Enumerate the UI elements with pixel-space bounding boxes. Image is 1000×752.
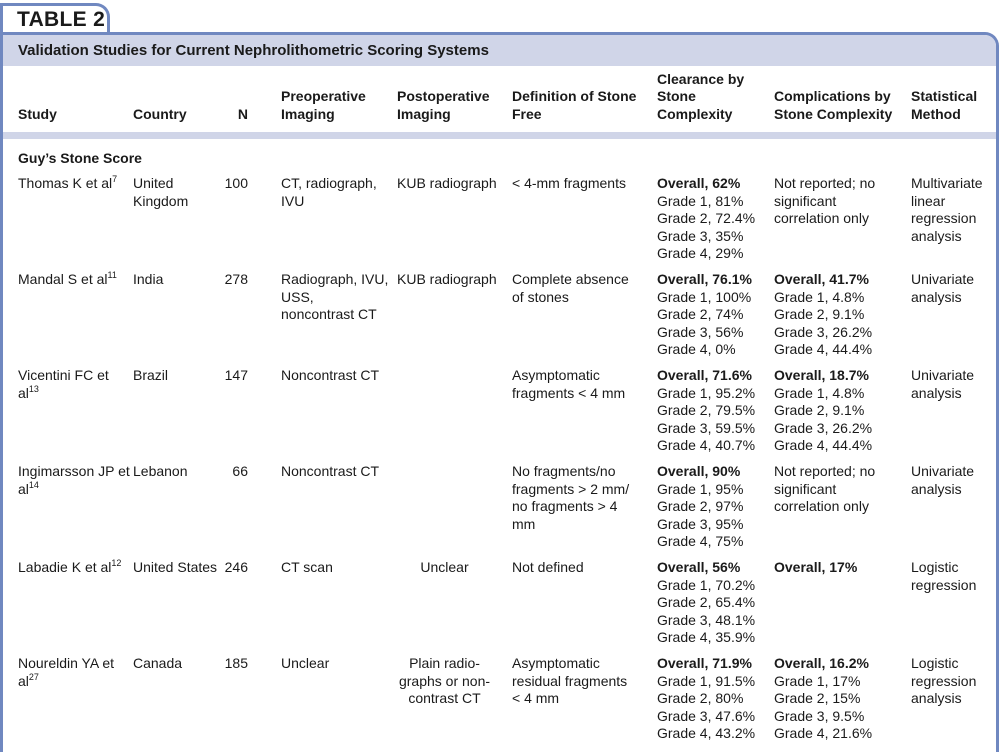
header-row	[3, 66, 996, 132]
complications-grade: Grade 4, 21.6%	[774, 725, 873, 741]
clearance-grade: Grade 3, 95%	[657, 515, 744, 532]
header-method: Statistical Method	[911, 88, 978, 122]
complications-grade: Grade 3, 26.2%	[774, 419, 873, 436]
clearance-grade: Grade 1, 70.2%	[657, 576, 756, 593]
table-row	[3, 559, 996, 655]
table-row	[3, 175, 996, 271]
table-row	[3, 463, 996, 559]
cell-clearance	[657, 559, 774, 655]
cell-postop: Unclear	[420, 559, 469, 575]
clearance-grade: Grade 4, 75%	[657, 533, 744, 549]
reference-number: 7	[112, 174, 118, 184]
cell-method: Univariate analysis	[911, 463, 975, 497]
complications-text: Not reported; no significant correlation only	[774, 175, 876, 226]
validation-studies-table	[3, 66, 996, 751]
cell-n: 100	[224, 175, 248, 191]
cell-postop	[397, 367, 512, 463]
clearance-grade: Grade 1, 95%	[657, 480, 744, 497]
complications-grade: Grade 4, 44.4%	[774, 341, 873, 357]
cell-country: Canada	[133, 655, 183, 671]
cell-n: 246	[224, 559, 248, 575]
cell-study	[3, 559, 133, 655]
cell-preop: Unclear	[281, 655, 330, 671]
cell-study	[3, 271, 133, 367]
cell-preop: Radiograph, IVU, USS, noncontrast CT	[281, 271, 389, 322]
table-row	[3, 271, 996, 367]
cell-complications	[774, 463, 911, 559]
cell-clearance	[657, 463, 774, 559]
clearance-grade: Grade 1, 91.5%	[657, 672, 756, 689]
complications-text: Not reported; no significant correlation only	[774, 463, 876, 514]
reference-number: 11	[107, 270, 117, 280]
cell-clearance	[657, 175, 774, 271]
cell-clearance	[657, 367, 774, 463]
cell-method: Univariate analysis	[911, 367, 975, 401]
table-label: TABLE 2	[17, 8, 106, 31]
study-name: Mandal S et al	[18, 271, 108, 287]
table-row	[3, 367, 996, 463]
cell-n: 278	[224, 271, 248, 287]
cell-clearance	[657, 655, 774, 751]
cell-complications	[774, 559, 911, 655]
table-title: Validation Studies for Current Nephrolithometric Scoring Systems	[18, 42, 489, 59]
clearance-grade: Grade 1, 81%	[657, 192, 744, 209]
cell-definition: Asymptomatic residual fragments < 4 mm	[512, 655, 628, 706]
cell-study	[3, 655, 133, 751]
complications-overall: Overall, 18.7%	[774, 367, 869, 383]
clearance-grade: Grade 3, 56%	[657, 323, 744, 340]
complications-grade: Grade 1, 17%	[774, 672, 861, 689]
clearance-grade: Grade 2, 65.4%	[657, 594, 756, 610]
cell-postop: KUB radiograph	[397, 175, 497, 191]
clearance-overall: Overall, 71.9%	[657, 655, 752, 671]
cell-n: 185	[224, 655, 248, 671]
clearance-overall: Overall, 76.1%	[657, 271, 752, 287]
cell-country: Brazil	[133, 367, 169, 383]
cell-preop: CT scan	[281, 559, 333, 575]
cell-definition: Complete absence of stones	[512, 271, 629, 305]
cell-definition: Not defined	[512, 559, 584, 575]
cell-complications	[774, 175, 911, 271]
section-row	[3, 139, 996, 175]
header-clearance: Clearance by Stone Complexity	[657, 70, 745, 122]
clearance-grade: Grade 3, 48.1%	[657, 611, 756, 628]
reference-number: 27	[28, 671, 39, 682]
cell-study	[3, 175, 133, 271]
cell-study	[3, 367, 133, 463]
study-name: Ingimarsson JP et al	[18, 463, 130, 497]
complications-grade: Grade 3, 9.5%	[774, 707, 865, 724]
study-name: Vicentini FC et al	[18, 367, 109, 401]
cell-country: United Kingdom	[133, 175, 189, 209]
clearance-grade: Grade 2, 79.5%	[657, 402, 756, 418]
cell-complications	[774, 367, 911, 463]
cell-country: United States	[133, 559, 218, 575]
header-definition: Definition of Stone Free	[512, 88, 637, 122]
clearance-grade: Grade 1, 95.2%	[657, 384, 756, 401]
cell-postop: KUB radiograph	[397, 271, 497, 287]
clearance-grade: Grade 2, 97%	[657, 498, 744, 514]
complications-overall: Overall, 16.2%	[774, 655, 869, 671]
cell-country: Lebanon	[133, 463, 188, 479]
clearance-grade: Grade 4, 40.7%	[657, 437, 756, 453]
reference-number: 14	[28, 479, 39, 490]
cell-complications	[774, 655, 911, 751]
table-label-tab	[0, 3, 110, 33]
complications-overall: Overall, 17%	[774, 559, 858, 575]
reference-number: 12	[111, 558, 122, 568]
complications-grade: Grade 1, 4.8%	[774, 288, 865, 305]
reference-number: 13	[28, 383, 39, 394]
cell-definition: Asymptomatic fragments < 4 mm	[512, 367, 626, 401]
complications-grade: Grade 3, 26.2%	[774, 323, 873, 340]
cell-method: Multivariate linear regression analysis	[911, 175, 983, 244]
cell-definition: No fragments/no fragments > 2 mm/ no fragments > 4 mm	[512, 463, 630, 532]
clearance-grade: Grade 2, 72.4%	[657, 210, 756, 226]
cell-n: 147	[224, 367, 248, 383]
clearance-overall: Overall, 90%	[657, 463, 741, 479]
clearance-overall: Overall, 56%	[657, 559, 741, 575]
clearance-grade: Grade 3, 59.5%	[657, 419, 756, 436]
header-preop: Preoperative Imaging	[281, 88, 366, 122]
complications-grade: Grade 4, 44.4%	[774, 437, 873, 453]
cell-study	[3, 463, 133, 559]
cell-method: Univariate analysis	[911, 271, 975, 305]
study-name: Thomas K et al	[18, 175, 113, 191]
header-study: Study	[18, 105, 57, 122]
study-name: Noureldin YA et al	[18, 655, 114, 689]
table-row	[3, 655, 996, 751]
cell-complications	[774, 271, 911, 367]
complications-overall: Overall, 41.7%	[774, 271, 869, 287]
complications-grade: Grade 1, 4.8%	[774, 384, 865, 401]
header-complications: Complications by Stone Complexity	[774, 88, 893, 122]
cell-preop: Noncontrast CT	[281, 367, 380, 383]
cell-n: 66	[232, 463, 248, 479]
clearance-grade: Grade 4, 29%	[657, 245, 744, 261]
clearance-grade: Grade 3, 47.6%	[657, 707, 756, 724]
cell-preop: CT, radiograph, IVU	[281, 175, 377, 209]
clearance-grade: Grade 2, 74%	[657, 306, 744, 322]
cell-definition: < 4-mm fragments	[512, 175, 626, 191]
clearance-grade: Grade 3, 35%	[657, 227, 744, 244]
clearance-grade: Grade 4, 0%	[657, 341, 736, 357]
cell-country: India	[133, 271, 164, 287]
study-name: Labadie K et al	[18, 559, 112, 575]
cell-method: Logistic regression	[911, 559, 977, 593]
header-n: N	[237, 105, 248, 122]
clearance-grade: Grade 1, 100%	[657, 288, 752, 305]
cell-preop: Noncontrast CT	[281, 463, 380, 479]
cell-clearance	[657, 271, 774, 367]
section-title: Guy’s Stone Score	[18, 150, 142, 166]
cell-postop	[397, 463, 512, 559]
complications-grade: Grade 2, 15%	[774, 690, 861, 706]
header-country: Country	[133, 105, 187, 122]
clearance-grade: Grade 4, 43.2%	[657, 725, 756, 741]
complications-grade: Grade 2, 9.1%	[774, 402, 865, 418]
complications-grade: Grade 2, 9.1%	[774, 306, 865, 322]
cell-method: Logistic regression analysis	[911, 655, 977, 706]
clearance-grade: Grade 2, 80%	[657, 690, 744, 706]
cell-postop: Plain radio-graphs or non-contrast CT	[398, 655, 491, 706]
clearance-overall: Overall, 62%	[657, 175, 741, 191]
clearance-overall: Overall, 71.6%	[657, 367, 752, 383]
clearance-grade: Grade 4, 35.9%	[657, 629, 756, 645]
header-postop: Postoperative Imaging	[397, 88, 490, 122]
table-title-band	[3, 35, 996, 66]
